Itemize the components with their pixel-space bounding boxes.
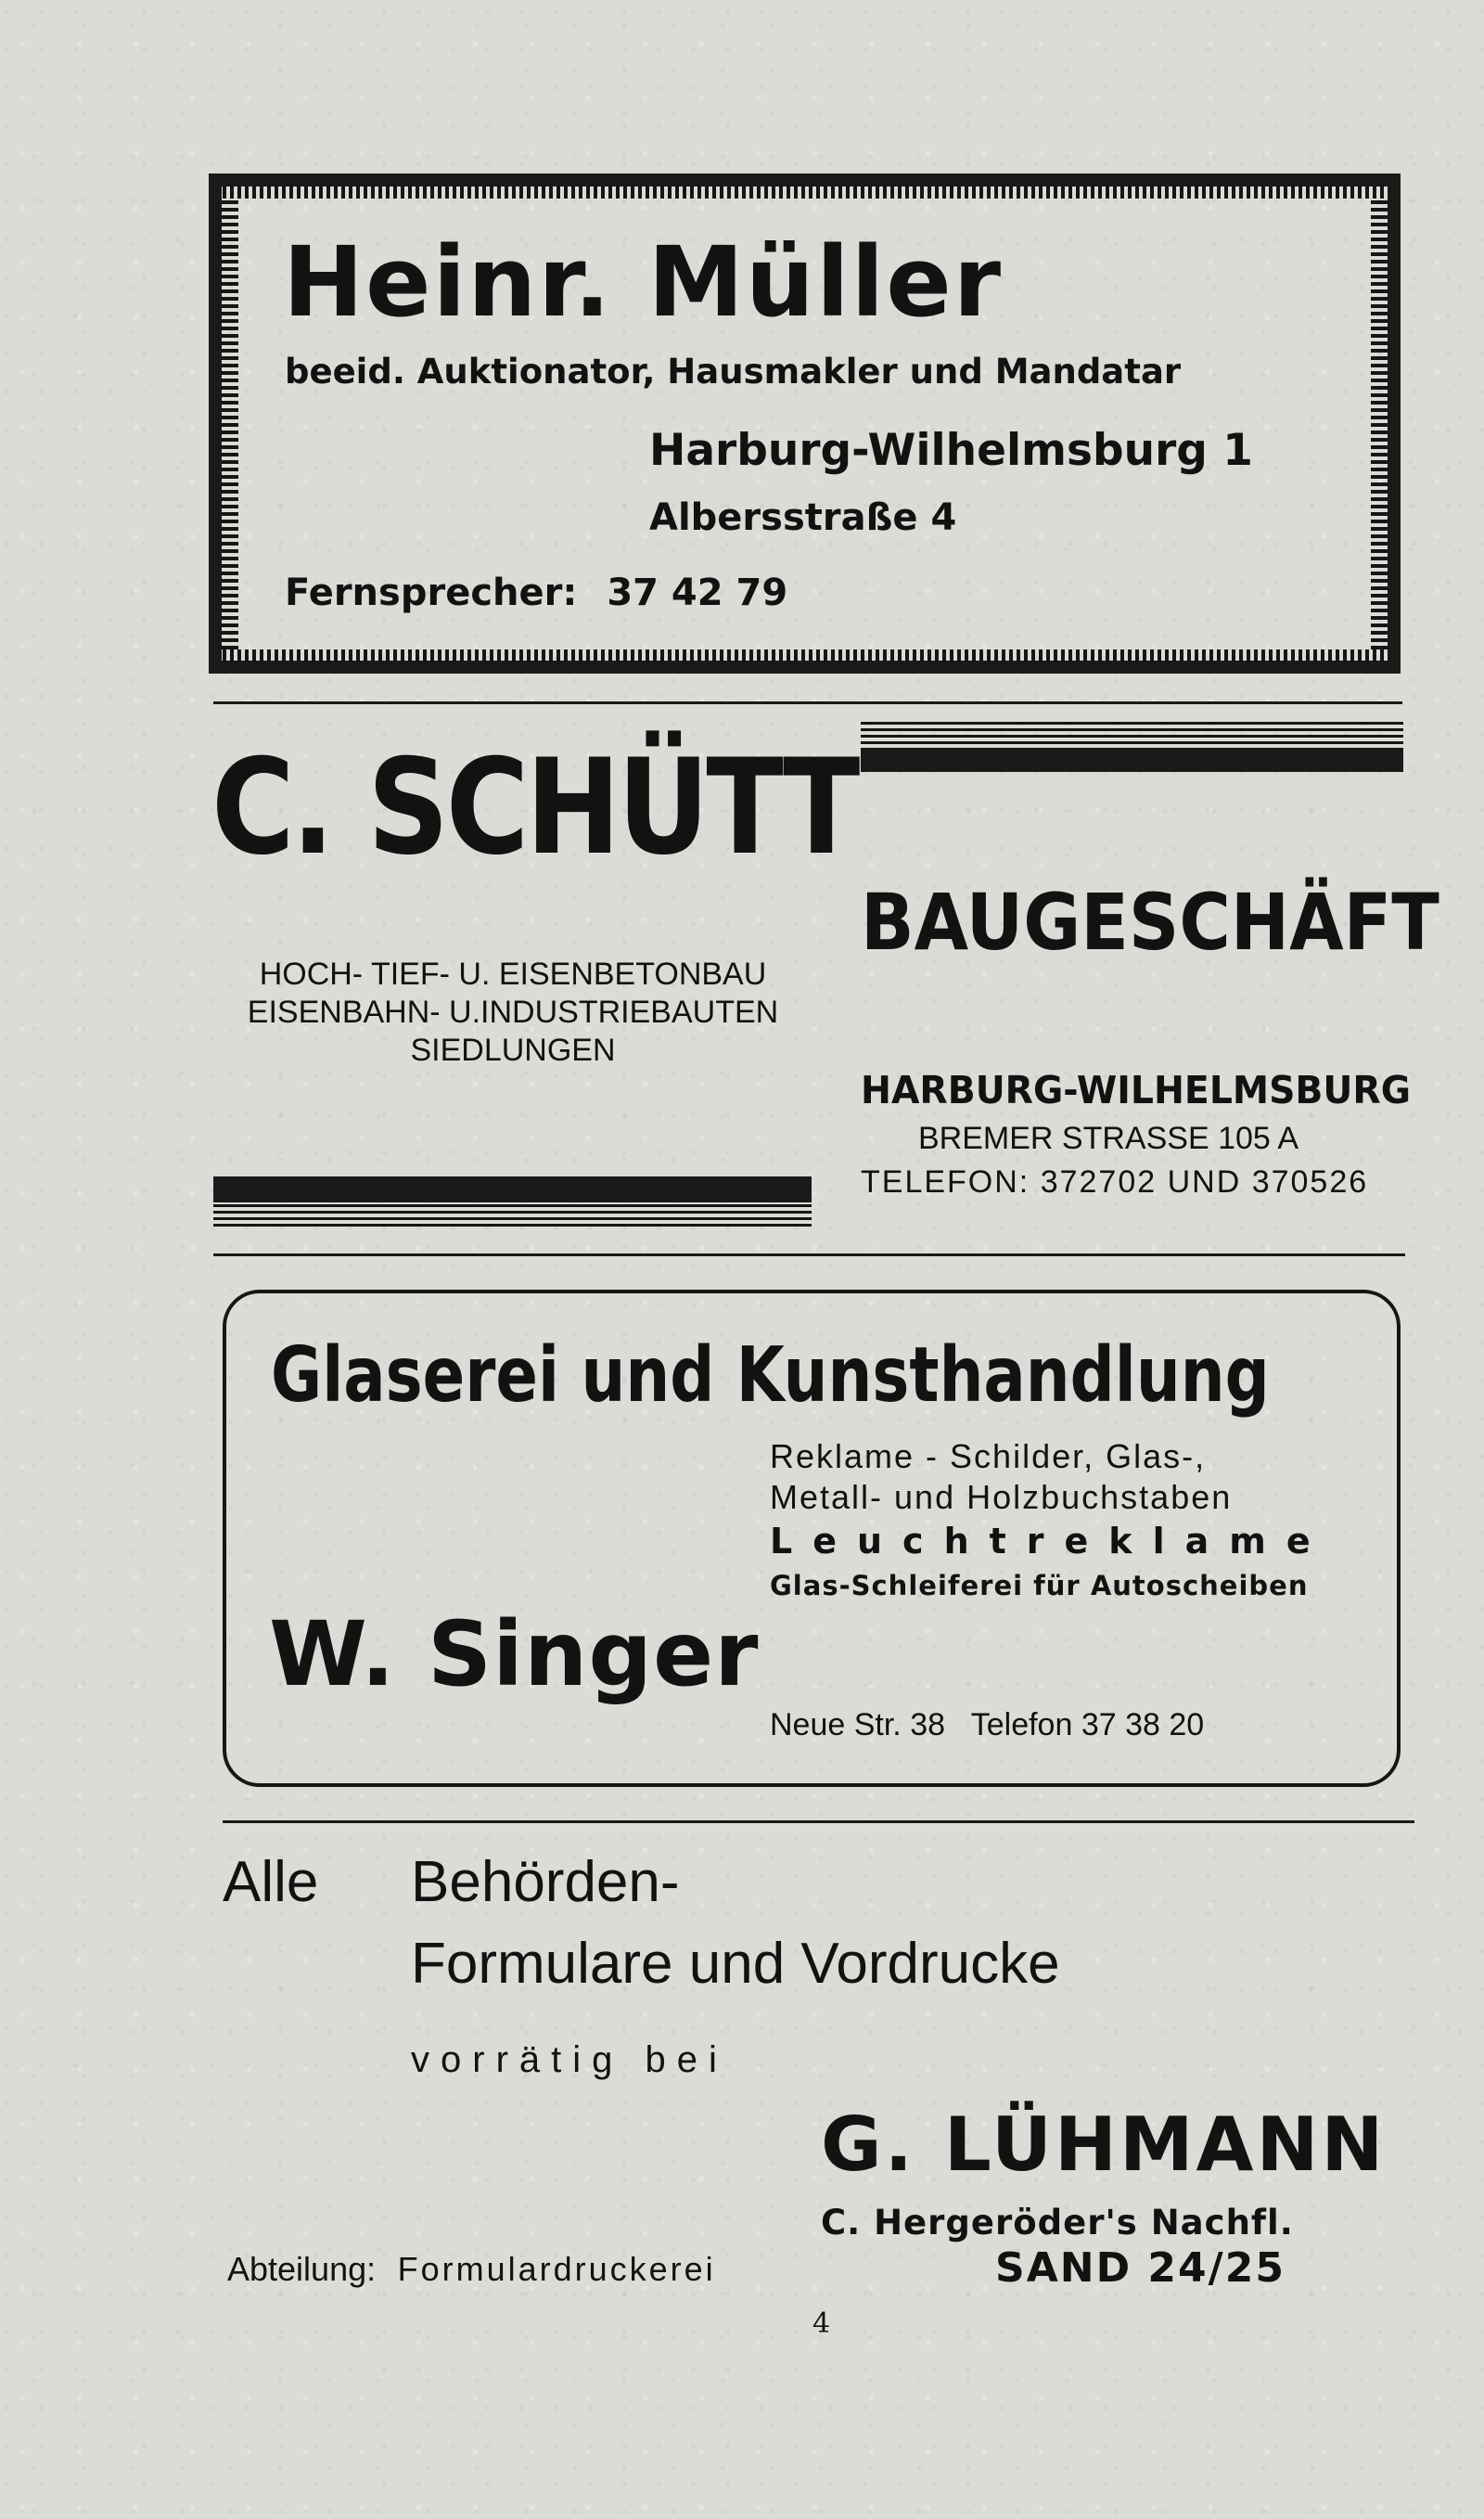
schuett-service-1: HOCH- TIEF- U. EISENBETONBAU — [259, 957, 767, 992]
separator-1 — [213, 701, 1402, 704]
mueller-street: Albersstraße 4 — [649, 496, 957, 539]
schuett-service-3: SIEDLUNGEN — [410, 1033, 616, 1068]
mueller-frame-top — [209, 174, 1401, 186]
schuett-stripes-bottom — [213, 1204, 812, 1228]
luehmann-department: Formulardruckerei — [397, 2250, 716, 2288]
luehmann-department-label: Abteilung: — [227, 2250, 377, 2288]
luehmann-line1-b: Behörden- — [411, 1850, 680, 1914]
schuett-name: C. SCHÜTT — [211, 731, 857, 884]
schuett-services — [211, 956, 814, 1070]
mueller-frame-top-hatch — [223, 186, 1387, 199]
schuett-service-2: EISENBAHN- U.INDUSTRIEBAUTEN — [247, 995, 779, 1030]
schuett-bar-top — [861, 748, 1403, 772]
mueller-profession: beeid. Auktionator, Hausmakler und Mandatar — [285, 352, 1182, 392]
singer-headline: Glaserei und Kunsthandlung — [271, 1331, 1270, 1420]
separator-3 — [223, 1820, 1414, 1823]
schuett-phone: TELEFON: 372702 UND 370526 — [861, 1164, 1369, 1200]
luehmann-line3: vorrätig bei — [411, 2039, 728, 2080]
schuett-street: BREMER STRASSE 105 A — [918, 1121, 1299, 1156]
singer-line-1: Reklame - Schilder, Glas-, — [770, 1437, 1207, 1475]
luehmann-address: SAND 24/25 — [995, 2244, 1286, 2292]
luehmann-department-row — [227, 2250, 716, 2288]
singer-line-2: Metall- und Holzbuchstaben — [770, 1478, 1233, 1516]
mueller-frame-left — [209, 174, 222, 674]
schuett-stripes-top — [861, 722, 1403, 746]
singer-lines — [770, 1436, 1232, 1518]
mueller-frame-bottom — [209, 661, 1401, 674]
schuett-city: HARBURG-WILHELMSBURG — [861, 1068, 1411, 1112]
luehmann-line2: Formulare und Vordrucke — [411, 1932, 1060, 1996]
mueller-frame-right — [1388, 174, 1401, 674]
schuett-trade: BAUGESCHÄFT — [861, 877, 1439, 968]
separator-2 — [213, 1253, 1405, 1256]
mueller-name: Heinr. Müller — [283, 225, 1004, 339]
luehmann-successor: C. Hergeröder's Nachfl. — [821, 2203, 1294, 2243]
luehmann-line1-a: Alle — [223, 1850, 319, 1914]
mueller-phone-number: 37 42 79 — [607, 572, 788, 614]
schuett-bar-bottom — [213, 1176, 812, 1202]
luehmann-name: G. LÜHMANN — [821, 2101, 1387, 2188]
singer-bold-line: Glas-Schleiferei für Autoscheiben — [770, 1570, 1309, 1601]
page-number: 4 — [812, 2307, 831, 2340]
singer-address: Neue Str. 38 Telefon 37 38 20 — [770, 1707, 1205, 1742]
mueller-frame-bottom-hatch — [223, 649, 1387, 662]
mueller-frame-left-hatch — [222, 199, 238, 649]
mueller-frame-right-hatch — [1371, 199, 1388, 649]
mueller-phone-label: Fernsprecher: — [285, 572, 578, 614]
mueller-phone — [285, 572, 788, 614]
mueller-city: Harburg-Wilhelmsburg 1 — [649, 425, 1254, 476]
singer-spaced: Leuchtreklame — [770, 1521, 1331, 1562]
singer-name: W. Singer — [269, 1602, 760, 1706]
